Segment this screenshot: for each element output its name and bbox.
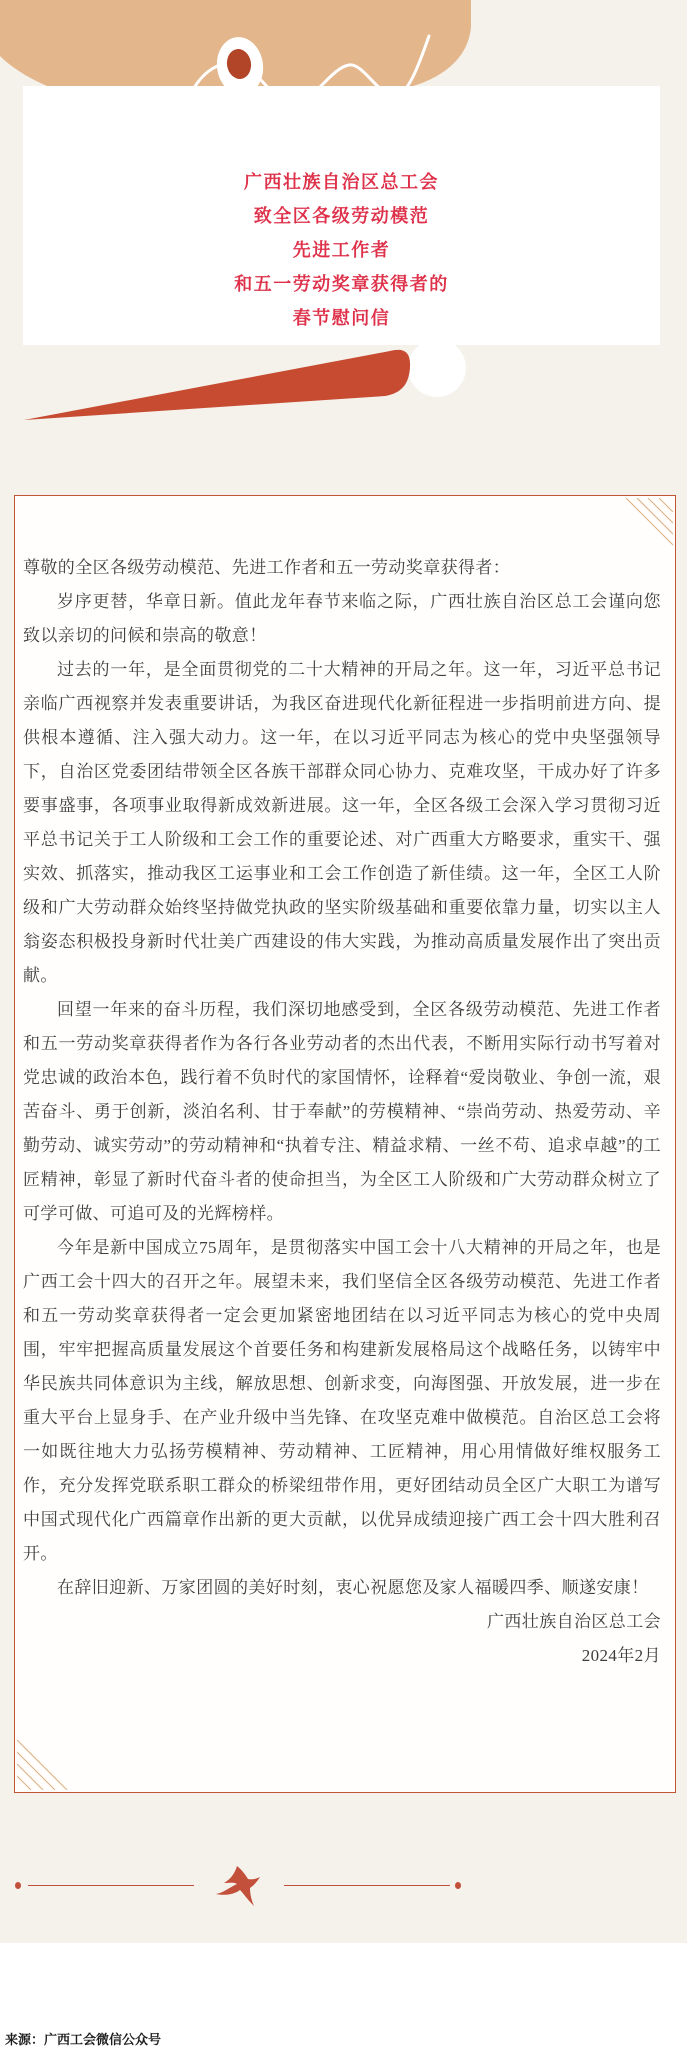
- title-line-4: 和五一劳动奖章获得者的: [234, 274, 449, 294]
- page-curl-graphic: [0, 330, 500, 435]
- divider-line-right: [284, 1885, 450, 1886]
- letter-body: [23, 551, 661, 1673]
- letter-paragraph: 在辞旧迎新、万家团圆的美好时刻，衷心祝愿您及家人福暖四季、顺遂安康！: [57, 1578, 649, 1597]
- red-brush-wedge-shape: [24, 350, 410, 420]
- divider-line-left: [28, 1885, 194, 1886]
- letter-signature: 广西壮族自治区总工会: [487, 1612, 661, 1631]
- letter-box: [14, 495, 676, 1793]
- title-line-3: 先进工作者: [292, 240, 391, 260]
- corner-hatch-bottom-left: [17, 1734, 73, 1790]
- corner-hatch-top-right: [621, 498, 673, 550]
- title-line-1: 广西壮族自治区总工会: [244, 172, 439, 192]
- footer-divider: [0, 1866, 687, 1908]
- title-card: [23, 86, 660, 345]
- letter-paragraph: 回望一年来的奋斗历程，我们深切地感受到，全区各级劳动模范、先进工作者和五一劳动奖章获得者作为各行各业劳动者的杰出代表，不断用实际行动书写着对党忠诚的政治本色，践行着不负时代的家国情怀，诠释着“爱岗敬业、争创一流，艰苦奋斗、勇于创新，淡泊名利、甘于奉献”的劳模精神、“崇尚劳动、热爱劳动、辛勤劳动、诚实劳动”的劳动精神和“执着专注、精益求精、一丝不苟、追求卓越”的工匠精神，彰显了新时代奋斗者的使命担当，为全区工人阶级和广大劳动群众树立了可学可做、可追可及的光辉榜样。: [23, 1000, 661, 1223]
- letter-paragraph: 今年是新中国成立75周年，是贯彻落实中国工会十八大精神的开局之年，也是广西工会十四大的召开之年。展望未来，我们坚信全区各级劳动模范、先进工作者和五一劳动奖章获得者一定会更加紧密地团结在以习近平同志为核心的党中央周围，牢牢把握高质量发展这个首要任务和构建新发展格局这个战略任务，以铸牢中华民族共同体意识为主线，解放思想、创新求变，向海图强、开放发展，进一步在重大平台上显身手、在产业升级中当先锋、在攻坚克难中做模范。自治区总工会将一如既往地大力弘扬劳模精神、劳动精神、工匠精神，用心用情做好维权服务工作，充分发挥党联系职工群众的桥梁纽带作用，更好团结动员全区广大职工为谱写中国式现代化广西篇章作出新的更大贡献，以优异成绩迎接广西工会十四大胜利召开。: [23, 1238, 661, 1563]
- curl-circle-shape: [408, 339, 466, 397]
- letter-paragraph: 岁序更替，华章日新。值此龙年春节来临之际，广西壮族自治区总工会谨向您致以亲切的问候和崇高的敬意！: [23, 592, 661, 645]
- page-title: [23, 86, 660, 335]
- letter-paragraph: 过去的一年，是全面贯彻党的二十大精神的开局之年。这一年，习近平总书记亲临广西视察并发表重要讲话，为我区奋进现代化新征程进一步指明前进方向、提供根本遵循、注入强大动力。这一年，在以习近平同志为核心的党中央坚强领导下，自治区党委团结带领全区各族干部群众同心协力、克难攻坚，干成办好了许多要事盛事，各项事业取得新成效新进展。这一年，全区各级工会深入学习贯彻习近平总书记关于工人阶级和工会工作的重要论述、对广西重大方略要求，重实干、强实效、抓落实，推动我区工运事业和工会工作创造了新佳绩。这一年，全区工人阶级和广大劳动群众始终坚持做党执政的坚实阶级基础和重要依靠力量，切实以主人翁姿态积极投身新时代壮美广西建设的伟大实践，为推动高质量发展作出了突出贡献。: [23, 660, 661, 985]
- letter-date: 2024年2月: [581, 1646, 661, 1665]
- divider-dot-right: [455, 1882, 461, 1889]
- title-line-2: 致全区各级劳动模范: [253, 206, 430, 226]
- dove-icon: [216, 1866, 260, 1908]
- letter-salutation: 尊敬的全区各级劳动模范、先进工作者和五一劳动奖章获得者：: [23, 558, 511, 577]
- title-line-5: 春节慰问信: [292, 308, 391, 328]
- source-caption: 来源：广西工会微信公众号: [5, 2032, 162, 2047]
- divider-dot-left: [15, 1882, 21, 1889]
